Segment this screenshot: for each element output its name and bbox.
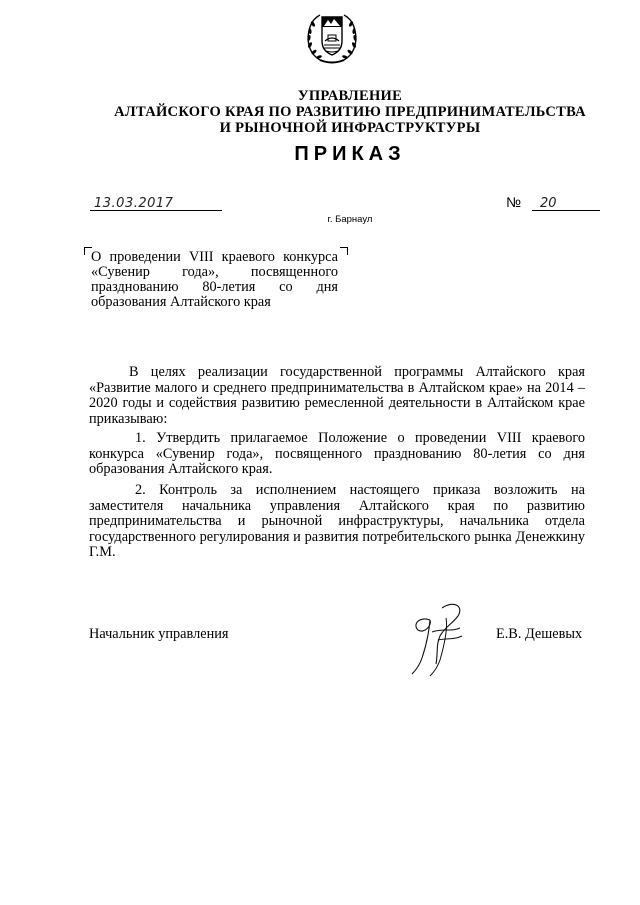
body-paragraph-preamble: В целях реализации государственной программы Алтайского края «Развитие малого и среднего предпринимательства в Алтайском крае» на 2014 – 2020 годы и содействия развитию ремесленной деятельности в Алтайском крае приказываю: xyxy=(89,364,585,427)
org-name-line-1: УПРАВЛЕНИЕ xyxy=(297,88,403,104)
order-subject: О проведении VIII краевого конкурса «Сувенир года», посвященного празднованию 80-летия со дня образования Алтайского края xyxy=(91,249,338,310)
org-name-line-2: АЛТАЙСКОГО КРАЯ ПО РАЗВИТИЮ ПРЕДПРИНИМАТЕЛЬСТВА xyxy=(114,104,586,120)
org-name-line-3: И РЫНОЧНОЙ ИНФРАСТРУКТУРЫ xyxy=(219,120,481,136)
subject-bracket-right xyxy=(340,247,348,255)
date-field xyxy=(90,194,222,211)
body-paragraph-item-1: 1. Утвердить прилагаемое Положение о проведении VIII краевого конкурса «Сувенир года», посвященного празднованию 80-летия со дня образования Алтайского края. xyxy=(89,430,585,477)
number-value: 20 xyxy=(540,196,557,211)
number-field xyxy=(532,194,600,211)
city-label: г. Барнаул xyxy=(327,214,373,225)
document-type-title: ПРИКАЗ xyxy=(294,143,406,165)
signatory-name: Е.В. Дешевых xyxy=(496,626,583,642)
body-paragraph-item-2: 2. Контроль за исполнением настоящего приказа возложить на заместителя начальника управления Алтайского края по развитию предпринимательства и рыночной инфраструктуры, начальника отдела государственного регулирования и развития потребительского рынка Денежкину Г.М. xyxy=(89,482,585,560)
signatory-position: Начальник управления xyxy=(89,626,229,642)
handwritten-signature-icon xyxy=(402,598,474,678)
date-value: 13.03.2017 xyxy=(94,196,174,211)
coat-of-arms-emblem-icon xyxy=(302,5,362,67)
number-label: № xyxy=(506,194,522,210)
